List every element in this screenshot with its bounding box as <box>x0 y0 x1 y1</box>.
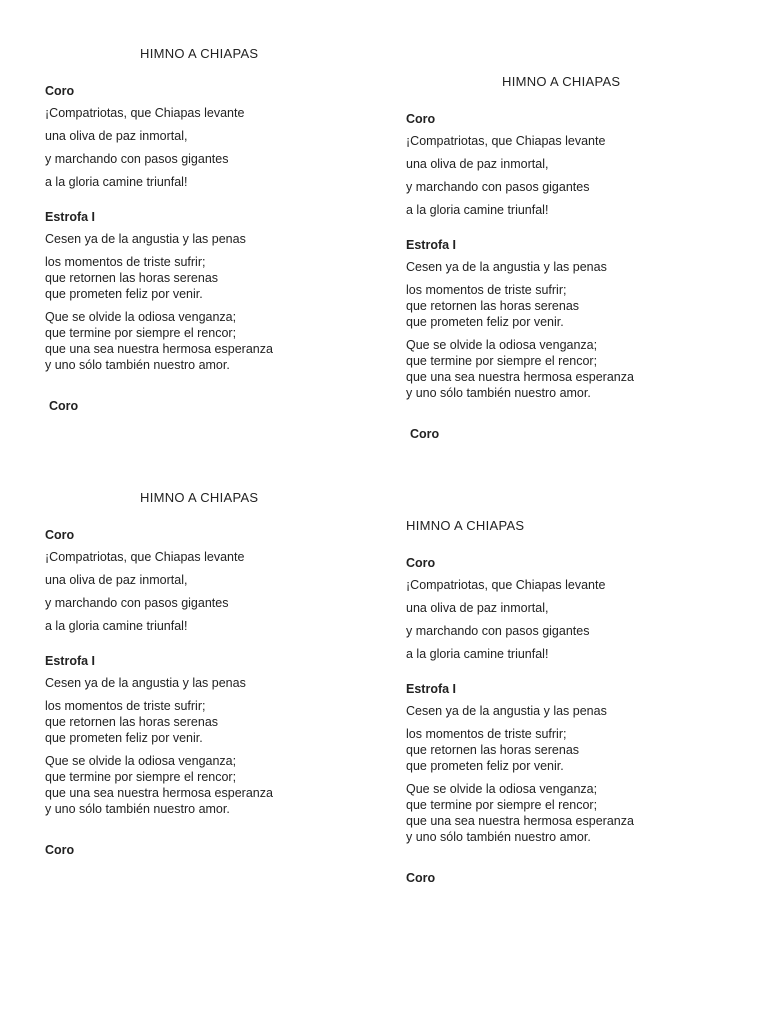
chorus-section <box>406 111 736 218</box>
chorus-line: ¡Compatriotas, que Chiapas levante <box>406 578 606 592</box>
stanza-heading: Estrofa I <box>45 210 96 224</box>
stanza-line: que termine por siempre el rencor; <box>406 798 598 812</box>
chorus-line: y marchando con pasos gigantes <box>45 152 229 166</box>
stanza-section <box>45 653 375 817</box>
stanza-line: Cesen ya de la angustia y las penas <box>45 232 246 246</box>
stanza-line: que una sea nuestra hermosa esperanza <box>45 342 273 356</box>
chorus-repeat-label: Coro <box>406 871 436 885</box>
stanza-line: que retornen las horas serenas <box>406 743 580 757</box>
chorus-line: a la gloria camine triunfal! <box>45 175 188 189</box>
stanza-line: y uno sólo también nuestro amor. <box>406 386 591 400</box>
stanza-paragraph <box>45 309 375 373</box>
stanza-paragraph <box>45 698 375 746</box>
stanza-line: los momentos de triste sufrir; <box>45 255 206 269</box>
stanza-line: los momentos de triste sufrir; <box>406 283 567 297</box>
anthem-title: HIMNO A CHIAPAS <box>140 46 259 61</box>
chorus-line: y marchando con pasos gigantes <box>45 596 229 610</box>
chorus-heading: Coro <box>45 84 75 98</box>
stanza-line: y uno sólo también nuestro amor. <box>45 802 230 816</box>
chorus-heading: Coro <box>406 556 436 570</box>
stanza-line: Que se olvide la odiosa venganza; <box>45 310 237 324</box>
stanza-line: que prometen feliz por venir. <box>406 759 564 773</box>
stanza-heading: Estrofa I <box>406 682 457 696</box>
stanza-line: Cesen ya de la angustia y las penas <box>45 676 246 690</box>
chorus-heading: Coro <box>45 528 75 542</box>
chorus-section <box>45 527 375 634</box>
chorus-line: ¡Compatriotas, que Chiapas levante <box>406 134 606 148</box>
stanza-line: que termine por siempre el rencor; <box>45 326 237 340</box>
chorus-line: a la gloria camine triunfal! <box>406 203 549 217</box>
anthem-title: HIMNO A CHIAPAS <box>406 518 525 533</box>
stanza-paragraph <box>45 254 375 302</box>
stanza-line: que termine por siempre el rencor; <box>406 354 598 368</box>
stanza-line: que prometen feliz por venir. <box>406 315 564 329</box>
chorus-line: a la gloria camine triunfal! <box>45 619 188 633</box>
chorus-section <box>45 83 375 190</box>
chorus-line: una oliva de paz inmortal, <box>45 129 188 143</box>
stanza-line: y uno sólo también nuestro amor. <box>406 830 591 844</box>
stanza-line: que retornen las horas serenas <box>45 271 219 285</box>
anthem-copy-2 <box>406 73 736 442</box>
stanza-section <box>406 681 736 845</box>
stanza-line: que una sea nuestra hermosa esperanza <box>406 814 634 828</box>
anthem-copy-3 <box>45 489 375 858</box>
stanza-paragraph <box>406 337 736 401</box>
stanza-line: que una sea nuestra hermosa esperanza <box>406 370 634 384</box>
chorus-line: una oliva de paz inmortal, <box>406 157 549 171</box>
chorus-section <box>406 555 736 662</box>
stanza-heading: Estrofa I <box>45 654 96 668</box>
stanza-line: Que se olvide la odiosa venganza; <box>406 338 598 352</box>
chorus-heading: Coro <box>406 112 436 126</box>
chorus-line: y marchando con pasos gigantes <box>406 180 590 194</box>
stanza-line: los momentos de triste sufrir; <box>406 727 567 741</box>
chorus-repeat-label: Coro <box>49 399 79 413</box>
stanza-line: y uno sólo también nuestro amor. <box>45 358 230 372</box>
anthem-copy-1 <box>45 45 375 414</box>
stanza-line: que termine por siempre el rencor; <box>45 770 237 784</box>
anthem-copy-4 <box>406 517 736 886</box>
chorus-line: una oliva de paz inmortal, <box>406 601 549 615</box>
chorus-line: una oliva de paz inmortal, <box>45 573 188 587</box>
chorus-repeat-label: Coro <box>45 843 75 857</box>
stanza-line: Cesen ya de la angustia y las penas <box>406 260 607 274</box>
chorus-line: ¡Compatriotas, que Chiapas levante <box>45 550 245 564</box>
stanza-line: que una sea nuestra hermosa esperanza <box>45 786 273 800</box>
stanza-paragraph <box>406 781 736 845</box>
chorus-line: y marchando con pasos gigantes <box>406 624 590 638</box>
stanza-line: que retornen las horas serenas <box>45 715 219 729</box>
anthem-title: HIMNO A CHIAPAS <box>502 74 621 89</box>
stanza-paragraph <box>406 726 736 774</box>
stanza-heading: Estrofa I <box>406 238 457 252</box>
anthem-title: HIMNO A CHIAPAS <box>140 490 259 505</box>
stanza-line: que prometen feliz por venir. <box>45 287 203 301</box>
stanza-section <box>406 237 736 401</box>
chorus-repeat-label: Coro <box>410 427 440 441</box>
stanza-section <box>45 209 375 373</box>
chorus-line: a la gloria camine triunfal! <box>406 647 549 661</box>
stanza-paragraph <box>406 282 736 330</box>
stanza-line: los momentos de triste sufrir; <box>45 699 206 713</box>
stanza-paragraph <box>45 753 375 817</box>
stanza-line: que retornen las horas serenas <box>406 299 580 313</box>
stanza-line: Que se olvide la odiosa venganza; <box>45 754 237 768</box>
stanza-line: que prometen feliz por venir. <box>45 731 203 745</box>
chorus-line: ¡Compatriotas, que Chiapas levante <box>45 106 245 120</box>
stanza-line: Cesen ya de la angustia y las penas <box>406 704 607 718</box>
stanza-line: Que se olvide la odiosa venganza; <box>406 782 598 796</box>
